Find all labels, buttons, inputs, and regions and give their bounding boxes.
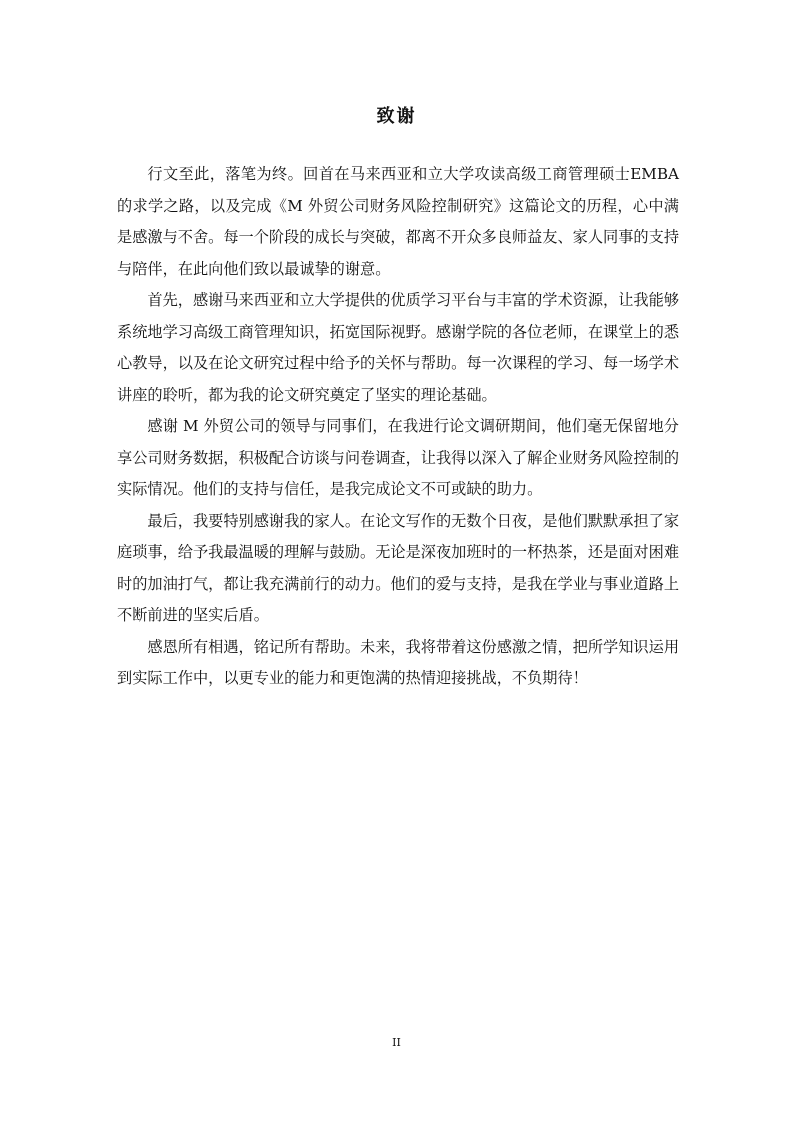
page-number: II	[392, 1036, 401, 1049]
paragraph-university-thanks: 首先，感谢马来西亚和立大学提供的优质学习平台与丰富的学术资源，让我能够系统地学习高级工商管理知识，拓宽国际视野。感谢学院的各位老师，在课堂上的悉心教导，以及在论文研究过程中给予的关怀与帮助。每一次课程的学习、每一场学术讲座的聆听，都为我的论文研究奠定了坚实的理论基础。	[117, 291, 679, 404]
paragraph-company-thanks: 感谢 M 外贸公司的领导与同事们，在我进行论文调研期间，他们毫无保留地分享公司财务数据，积极配合访谈与问卷调查，让我得以深入了解企业财务风险控制的实际情况。他们的支持与信任，是我完成论文不可或缺的助力。	[117, 417, 679, 498]
document-body	[117, 159, 679, 695]
paragraph-family-thanks: 最后，我要特别感谢我的家人。在论文写作的无数个日夜，是他们默默承担了家庭琐事，给予我最温暖的理解与鼓励。无论是深夜加班时的一杯热茶，还是面对困难时的加油打气，都让我充满前行的动力。他们的爱与支持，是我在学业与事业道路上不断前进的坚实后盾。	[117, 511, 679, 624]
paragraph-intro: 行文至此，落笔为终。回首在马来西亚和立大学攻读高级工商管理硕士EMBA 的求学之路，以及完成《M 外贸公司财务风险控制研究》这篇论文的历程，心中满是感激与不舍。每一个阶段的成长与突破，都离不开众多良师益友、家人同事的支持与陪伴，在此向他们致以最诚挚的谢意。	[117, 165, 679, 278]
paragraph-closing: 感恩所有相遇，铭记所有帮助。未来，我将带着这份感激之情，把所学知识运用到实际工作中，以更专业的能力和更饱满的热情迎接挑战，不负期待！	[117, 637, 679, 687]
page-title: 致谢	[376, 106, 417, 127]
